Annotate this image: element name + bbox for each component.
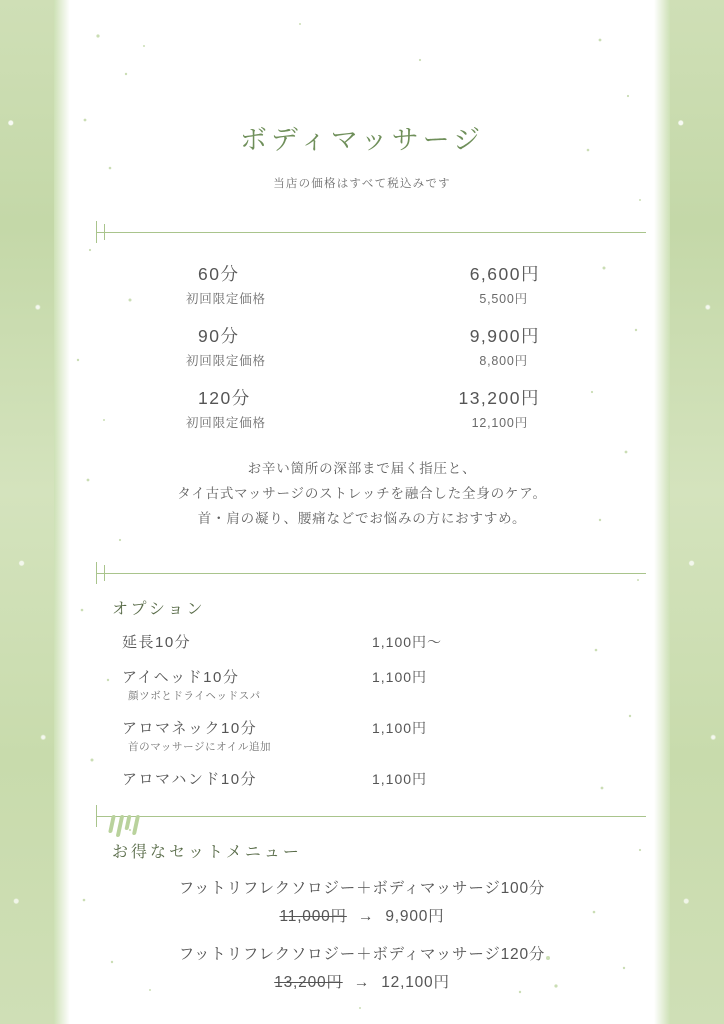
price-amount: 6,600円 <box>469 264 540 285</box>
service-description <box>70 457 654 532</box>
divider-line <box>96 816 646 817</box>
option-label-group <box>122 768 372 789</box>
arrow-icon: → <box>353 973 371 991</box>
price-duration: 90分 <box>198 326 240 347</box>
list-item <box>122 717 654 754</box>
price-sub-amount: 12,100円 <box>471 416 528 431</box>
decorative-right-border <box>670 0 724 1024</box>
list-item <box>70 942 654 992</box>
arrow-icon: → <box>357 907 375 925</box>
price-row-sub <box>162 289 562 307</box>
option-note: 首のマッサージにオイル追加 <box>128 740 272 753</box>
price-sub-label: 初回限定価格 <box>186 292 266 307</box>
price-sub-amount: 5,500円 <box>479 292 528 307</box>
description-line: 首・肩の凝り、腰痛などでお悩みの方におすすめ。 <box>197 511 527 527</box>
menu-content <box>70 0 654 1024</box>
option-price: 1,100円 <box>372 668 428 685</box>
set-menu-new-price: 12,100円 <box>381 973 450 991</box>
option-label-group <box>122 631 372 652</box>
price-table <box>162 261 562 431</box>
option-note: 顔ツボとドライヘッドスパ <box>128 689 261 702</box>
set-menu-name: フットリフレクソロジー＋ボディマッサージ100分 <box>178 879 546 897</box>
option-price: 1,100円 <box>372 770 428 787</box>
list-item <box>122 768 654 789</box>
price-amount: 9,900円 <box>469 326 540 347</box>
decorative-left-border <box>0 0 54 1024</box>
brush-stroke-icon <box>110 815 138 837</box>
set-menu-name: フットリフレクソロジー＋ボディマッサージ120分 <box>178 945 546 963</box>
price-row <box>162 385 562 410</box>
set-menu-price <box>70 904 654 926</box>
list-item <box>70 876 654 926</box>
price-amount: 13,200円 <box>458 388 540 409</box>
price-sub-amount: 8,800円 <box>479 354 528 369</box>
options-heading: オプション <box>112 600 206 618</box>
option-label-group <box>122 717 372 754</box>
price-row <box>162 261 562 286</box>
decorative-right-fade <box>654 0 670 1024</box>
price-sub-label: 初回限定価格 <box>186 416 266 431</box>
divider-top <box>70 221 654 243</box>
price-sub-label: 初回限定価格 <box>186 354 266 369</box>
option-price: 1,100円 <box>372 719 428 736</box>
set-menu-new-price: 9,900円 <box>385 907 445 925</box>
decorative-left-fade <box>54 0 70 1024</box>
option-name: アロマハンド10分 <box>122 770 258 788</box>
description-line: タイ古式マッサージのストレッチを融合した全身のケア。 <box>177 486 547 502</box>
divider-line <box>96 573 646 574</box>
option-name: 延長10分 <box>122 633 192 651</box>
divider-line <box>96 232 646 233</box>
tax-note: 当店の価格はすべて税込みです <box>273 178 451 191</box>
option-name: アロマネック10分 <box>122 719 258 737</box>
option-name: アイヘッド10分 <box>122 668 240 686</box>
set-menu-heading: お得なセットメニュー <box>112 843 302 861</box>
price-row <box>162 323 562 348</box>
page-title: ボディマッサージ <box>239 125 485 155</box>
divider-options <box>70 562 654 584</box>
description-line: お辛い箇所の深部まで届く指圧と、 <box>247 461 477 477</box>
set-menu-old-price: 13,200円 <box>274 973 343 991</box>
set-menu-price <box>70 970 654 992</box>
option-label-group <box>122 666 372 703</box>
options-list <box>122 631 654 789</box>
set-menu-list <box>70 876 654 992</box>
price-row-sub <box>162 413 562 431</box>
set-menu-old-price: 11,000円 <box>279 907 347 925</box>
list-item <box>122 631 654 652</box>
option-price: 1,100円〜 <box>372 633 443 650</box>
divider-set-menu <box>70 805 654 827</box>
list-item <box>122 666 654 703</box>
price-duration: 60分 <box>198 264 240 285</box>
price-duration: 120分 <box>198 388 251 409</box>
price-row-sub <box>162 351 562 369</box>
